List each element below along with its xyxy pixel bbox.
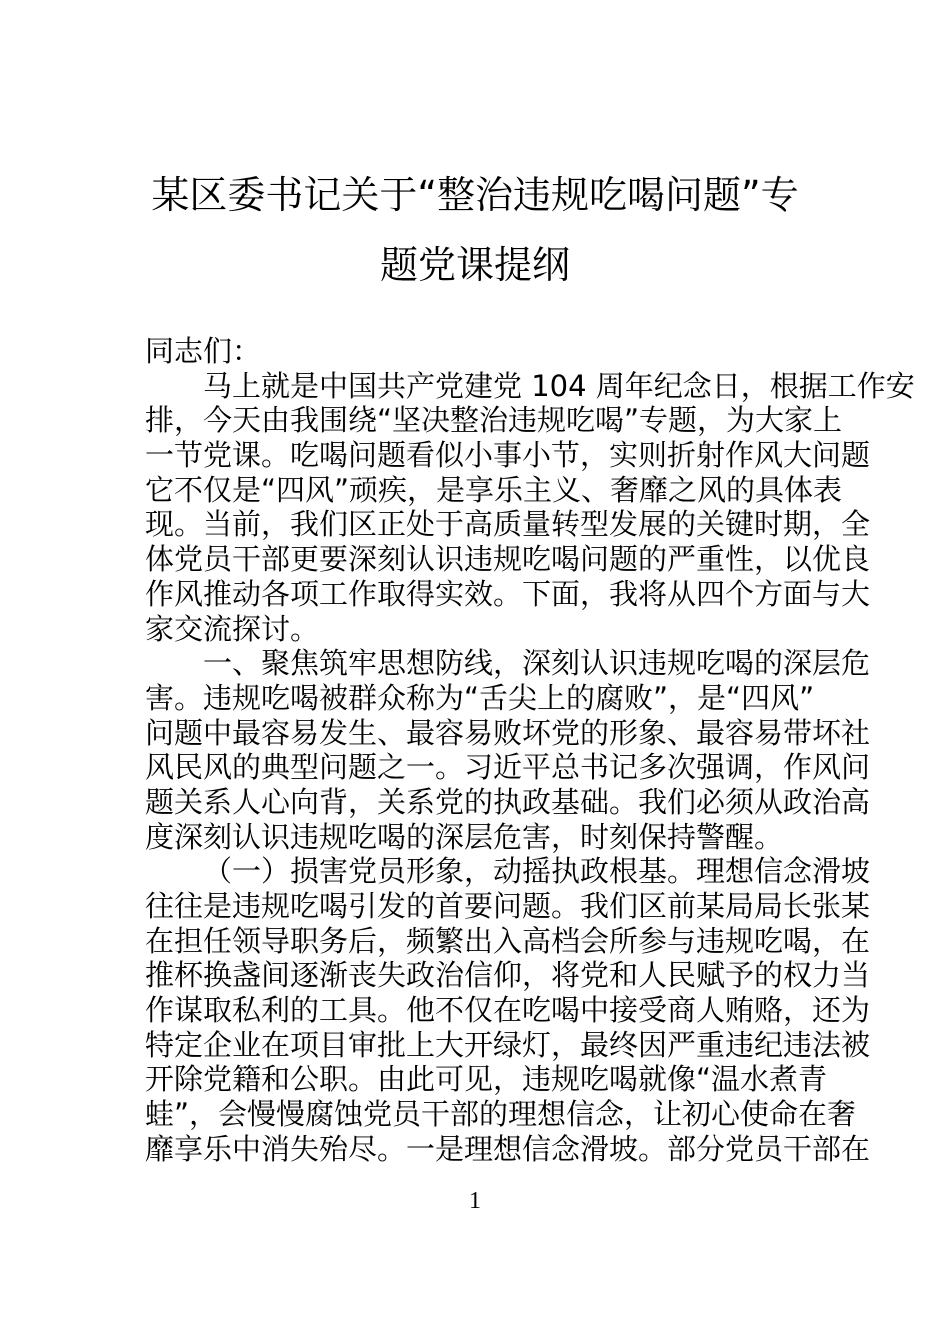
text-line: 家交流探讨。 — [145, 611, 320, 646]
text-line: 蛙”，会慢慢腐蚀党员干部的理想信念，让初心使命在奢 — [145, 1097, 857, 1132]
text-line: 作风推动各项工作取得实效。下面，我将从四个方面与大 — [145, 576, 871, 611]
text-line: 开除党籍和公职。由此可见，违规吃喝就像“温水煮青 — [145, 1062, 828, 1097]
text-line: 风民风的典型问题之一。习近平总书记多次强调，作风问 — [145, 750, 871, 785]
text-line: 排，今天由我围绕“坚决整治违规吃喝”专题，为大家上 — [145, 403, 843, 438]
document-title-line-1: 某区委书记关于“整治违规吃喝问题”专 — [151, 173, 799, 217]
text-line: 一节党课。吃喝问题看似小事小节，实则折射作风大问题 — [145, 438, 871, 473]
text-line: 特定企业在项目审批上大开绿灯，最终因严重违纪违法被 — [145, 1027, 871, 1062]
text-line: 一、聚焦筑牢思想防线，深刻认识违规吃喝的深层危 — [203, 646, 871, 681]
text-line: （一）损害党员形象，动摇执政根基。理想信念滑坡 — [203, 854, 871, 889]
text-line: 现。当前，我们区正处于高质量转型发展的关键时期，全 — [145, 507, 871, 542]
text-line: 同志们： — [145, 334, 262, 368]
text-line: 在担任领导职务后，频繁出入高档会所参与违规吃喝，在 — [145, 923, 871, 958]
text-line: 问题中最容易发生、最容易败坏党的形象、最容易带坏社 — [145, 715, 871, 750]
text-line: 推杯换盏间逐渐丧失政治信仰，将党和人民赋予的权力当 — [145, 958, 871, 993]
text-line: 往往是违规吃喝引发的首要问题。我们区前某局局长张某 — [145, 889, 871, 923]
text-line: 害。违规吃喝被群众称为“舌尖上的腐败”，是“四风” — [145, 680, 815, 715]
text-line: 作谋取私利的工具。他不仅在吃喝中接受商人贿赂，还为 — [145, 993, 871, 1028]
document-body — [145, 334, 915, 1167]
text-line: 它不仅是“四风”顽疾，是享乐主义、奢靡之风的具体表 — [145, 472, 843, 507]
text-line: 靡享乐中消失殆尽。一是理想信念滑坡。部分党员干部在 — [145, 1131, 871, 1166]
page-number: 1 — [469, 1188, 481, 1214]
text-line: 度深刻认识违规吃喝的深层危害，时刻保持警醒。 — [145, 819, 784, 854]
text-line: 体党员干部更要深刻认识违规吃喝问题的严重性，以优良 — [145, 542, 871, 577]
text-line: 题关系人心向背，关系党的执政基础。我们必须从政治高 — [145, 784, 871, 819]
text-line: 马上就是中国共产党建党 104 周年纪念日，根据工作安 — [203, 368, 915, 403]
document-title-line-2: 题党课提纲 — [379, 243, 570, 287]
